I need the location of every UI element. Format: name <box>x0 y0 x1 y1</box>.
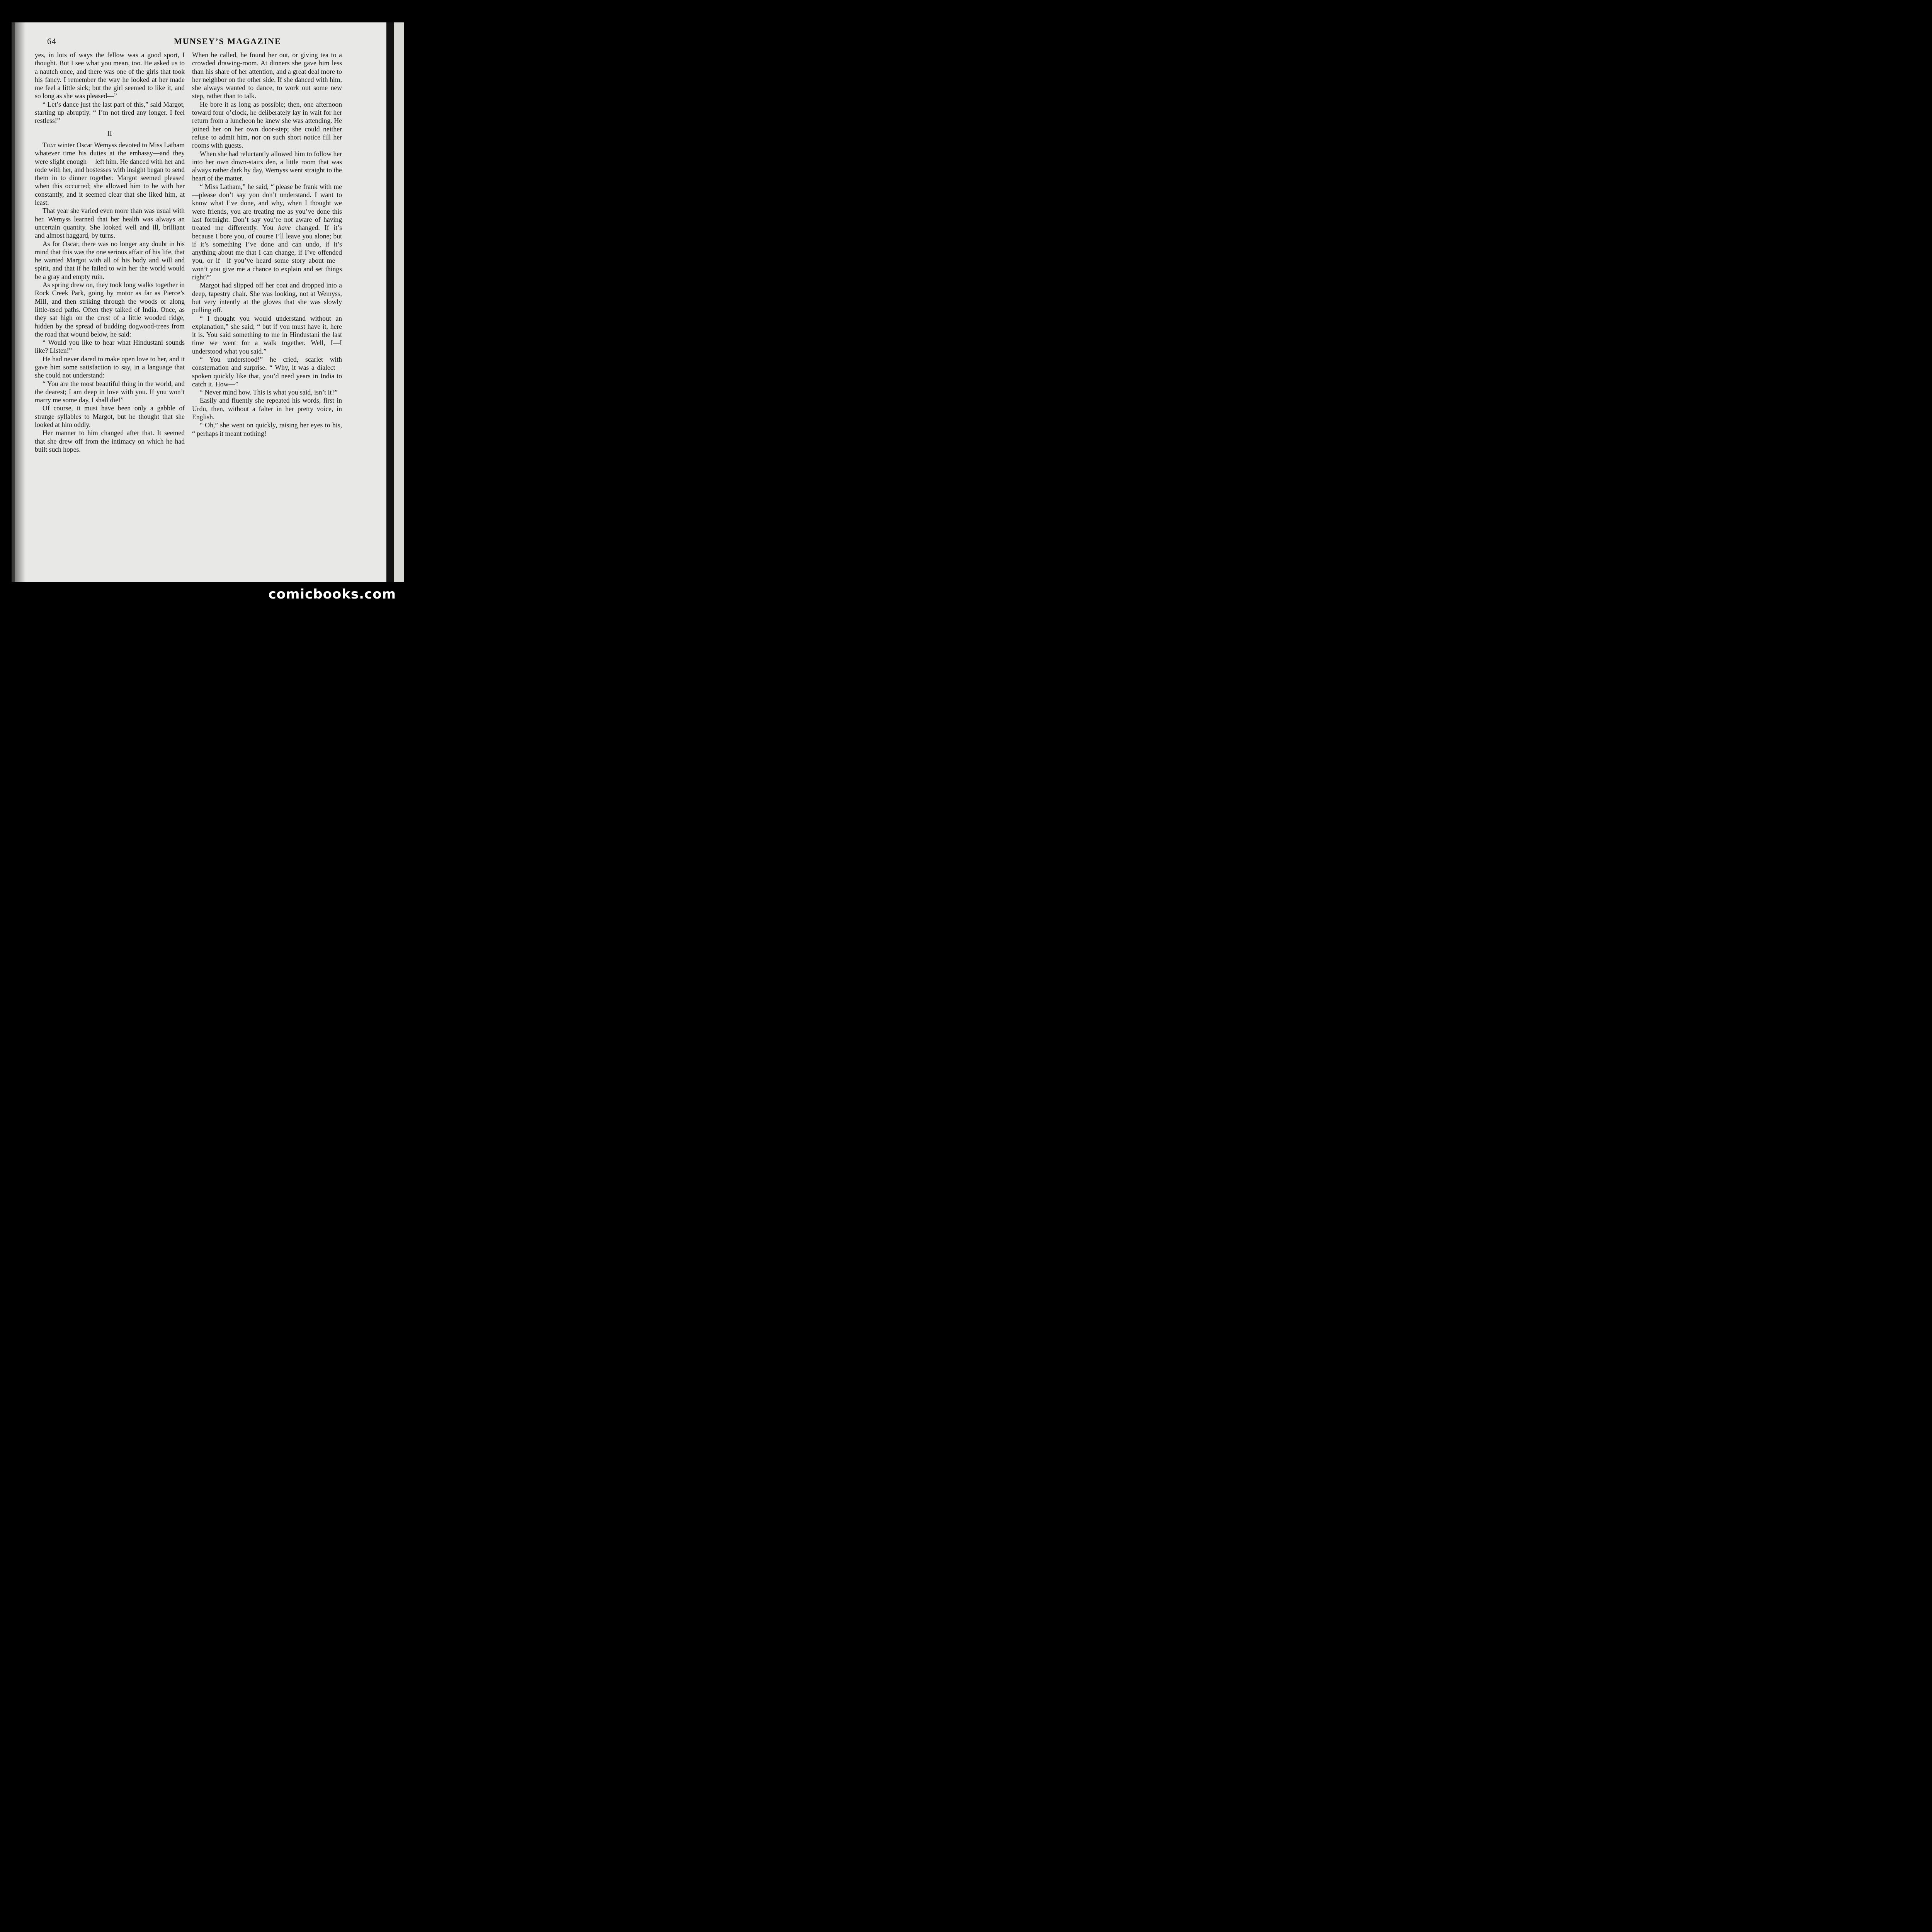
paragraph: yes, in lots of ways the fellow was a good sport, I thought. But I see what you mean, too. He asked us to a nautch once, and there was one of the girls that took his fancy. I remember the way he looked at her made me feel a little sick; but the girl seemed to like it, and so long as she was pleased—” <box>35 51 185 100</box>
paragraph-text: winter Oscar Wemyss devoted to Miss Latham whatever time his duties at the embassy—and they were slight enough —left him. He danced with her and rode with her, and hostesses with insight began to send them in to dinner together. Margot seemed pleased when this occurred; she allowed him to be with her constantly, and it seemed clear that she liked him, at least. <box>35 141 185 207</box>
paragraph: Margot had slipped off her coat and dropped into a deep, tapestry chair. She was looking, not at Wemyss, but very intently at the gloves that she was slowly pulling off. <box>192 281 342 314</box>
paragraph: He had never dared to make open love to her, and it gave him some satisfaction to say, in a language that she could not understand: <box>35 355 185 379</box>
paragraph: “ Would you like to hear what Hindustani sounds like? Listen!” <box>35 338 185 355</box>
paragraph: Easily and fluently she repeated his words, first in Urdu, then, without a falter in her pretty voice, in English. <box>192 396 342 421</box>
paragraph: He bore it as long as possible; then, one afternoon toward four o’clock, he deliberately lay in wait for her return from a luncheon he knew she was attending. He joined her on her own door-step; she could neither refuse to admit him, nor on such short notice fill her rooms with guests. <box>192 100 342 150</box>
site-watermark: comicbooks.com <box>268 587 396 602</box>
paragraph: “ Oh,” she went on quickly, raising her eyes to his, “ perhaps it meant nothing! <box>192 421 342 437</box>
paragraph: “ I thought you would understand without an explanation,” she said; “ but if you must have it, here it is. You said something to me in Hindustani the last time we went for a walk together. Well, I—I understood what you said.” <box>192 314 342 355</box>
paragraph <box>35 141 185 207</box>
left-column <box>35 51 185 454</box>
page-number: 64 <box>47 36 56 46</box>
paragraph: “ You are the most beautiful thing in the world, and the dearest; I am deep in love with you. If you won’t marry me some day, I shall die!” <box>35 379 185 404</box>
paragraph: As for Oscar, there was no longer any doubt in his mind that this was the one serious affair of his life, that he wanted Margot with all of his body and will and spirit, and that if he failed to win her the world would be a gray and empty ruin. <box>35 240 185 281</box>
gutter-shadow <box>386 22 394 582</box>
section-number: II <box>107 129 112 137</box>
paragraph: As spring drew on, they took long walks together in Rock Creek Park, going by motor as far as Pierce’s Mill, and then striking through the woods or along little-used paths. Often they talked of India. Once, as they sat high on the crest of a little wooded ridge, hidden by the spread of budding dogwood-trees from the road that wound below, he said: <box>35 281 185 338</box>
paragraph: When he called, he found her out, or giving tea to a crowded drawing-room. At dinners she gave him less than his share of her attention, and a great deal more to her neighbor on the other side. If she danced with him, she always wanted to dance, to work out some new step, rather than to talk. <box>192 51 342 100</box>
paragraph <box>192 183 342 282</box>
paragraph-text: changed. If it’s because I bore you, of course I’ll leave you alone; but if it’s something I’ve done and can undo, if it’s anything about me that I can change, if I’ve offended you, or if—if you’ve heard some story about me—won’t you give me a chance to explain and set things right?” <box>192 224 342 281</box>
smallcaps-lead: That <box>43 141 56 149</box>
paragraph: “ Let’s dance just the last part of this,” said Margot, starting up abruptly. “ I’m not tired any longer. I feel restless!” <box>35 100 185 125</box>
paragraph-text: “ Miss Latham,” he said, “ please be frank with me—please don’t say you don’t understand. I want to know what I’ve done, and why, when I thought we were friends, you are treating me as you’ve done this last fortnight. Don’t say you’re not aware of having treated me differently. You <box>192 182 342 232</box>
paragraph: That year she varied even more than was usual with her. Wemyss learned that her health was always an uncertain quantity. She looked well and ill, brilliant and almost haggard, by turns. <box>35 207 185 240</box>
italic-word: have <box>278 224 291 232</box>
paragraph: When she had reluctantly allowed him to follow her into her own down-stairs den, a little room that was always rather dark by day, Wemyss went straight to the heart of the matter. <box>192 150 342 182</box>
paragraph: “ You understood!” he cried, scarlet with consternation and surprise. “ Why, it was a dialect—spoken quickly like that, you’d need years in India to catch it. How—” <box>192 355 342 388</box>
paragraph: “ Never mind how. This is what you said, isn’t it?” <box>200 388 338 396</box>
running-title: MUNSEY’S MAGAZINE <box>174 36 281 46</box>
facing-page-edge <box>394 22 404 582</box>
right-column <box>192 51 342 438</box>
paragraph: Her manner to him changed after that. It seemed that she drew off from the intimacy on which he had built such hopes. <box>35 429 185 453</box>
page-header <box>35 34 359 46</box>
paragraph: Of course, it must have been only a gabble of strange syllables to Margot, but he thought that she looked at him oddly. <box>35 404 185 429</box>
